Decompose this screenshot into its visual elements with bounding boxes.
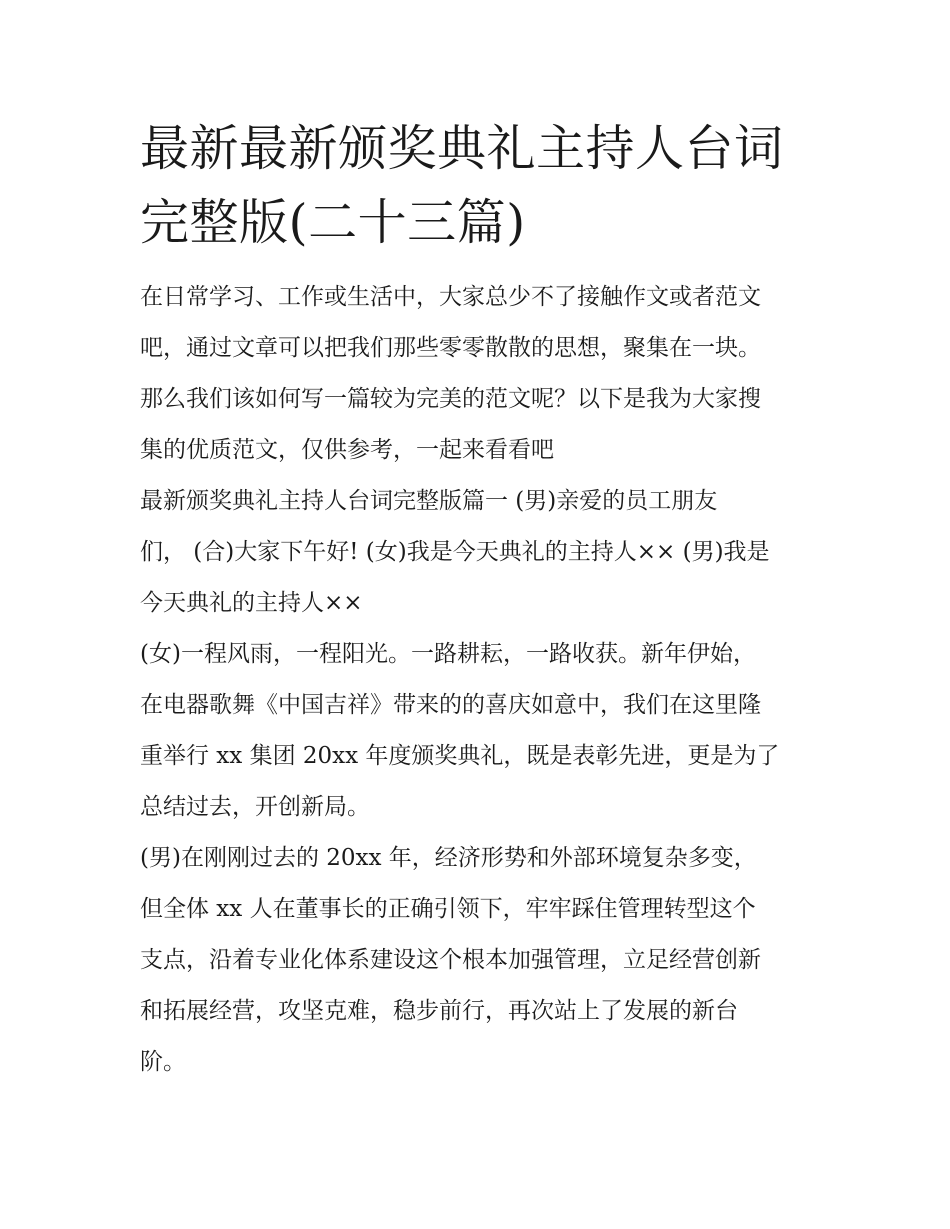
- text-line: 那么我们该如何写一篇较为完美的范文呢？以下是我为大家搜: [140, 386, 761, 412]
- title-line: 最新最新颁奖典礼主持人台词: [140, 120, 784, 177]
- paragraph-opening: [140, 476, 815, 629]
- text-line: 最新颁奖典礼主持人台词完整版篇一 (男)亲爱的员工朋友: [140, 488, 718, 514]
- text-line: 今天典礼的主持人××: [140, 590, 363, 616]
- document-body: [140, 272, 815, 1088]
- paragraph-male-host: [140, 833, 815, 1088]
- text-line: 支点，沿着专业化体系建设这个根本加强管理，立足经营创新: [140, 947, 761, 973]
- text-line: 重举行 xx 集团 20xx 年度颁奖典礼，既是表彰先进，更是为了: [140, 743, 780, 769]
- text-line: 在日常学习、工作或生活中，大家总少不了接触作文或者范文: [140, 284, 761, 310]
- text-line: 们， (合)大家下午好! (女)我是今天典礼的主持人×× (男)我是: [140, 539, 770, 565]
- paragraph-female-host: [140, 629, 815, 833]
- text-line: 吧，通过文章可以把我们那些零零散散的思想，聚集在一块。: [140, 335, 761, 361]
- text-line: 阶。: [140, 1049, 186, 1075]
- text-line: 和拓展经营，攻坚克难，稳步前行，再次站上了发展的新台: [140, 998, 738, 1024]
- document-title: [140, 112, 815, 260]
- document-page: [140, 112, 815, 1088]
- text-line: (女)一程风雨，一程阳光。一路耕耘，一路收获。新年伊始，: [140, 641, 756, 667]
- paragraph-intro: [140, 272, 815, 476]
- text-line: 总结过去，开创新局。: [140, 794, 370, 820]
- text-line: 在电器歌舞《中国吉祥》带来的的喜庆如意中，我们在这里隆: [140, 692, 761, 718]
- title-line: 完整版(二十三篇): [140, 194, 526, 251]
- text-line: 集的优质范文，仅供参考，一起来看看吧: [140, 437, 554, 463]
- text-line: 但全体 xx 人在董事长的正确引领下，牢牢踩住管理转型这个: [140, 896, 756, 922]
- text-line: (男)在刚刚过去的 20xx 年，经济形势和外部环境复杂多变，: [140, 845, 757, 871]
